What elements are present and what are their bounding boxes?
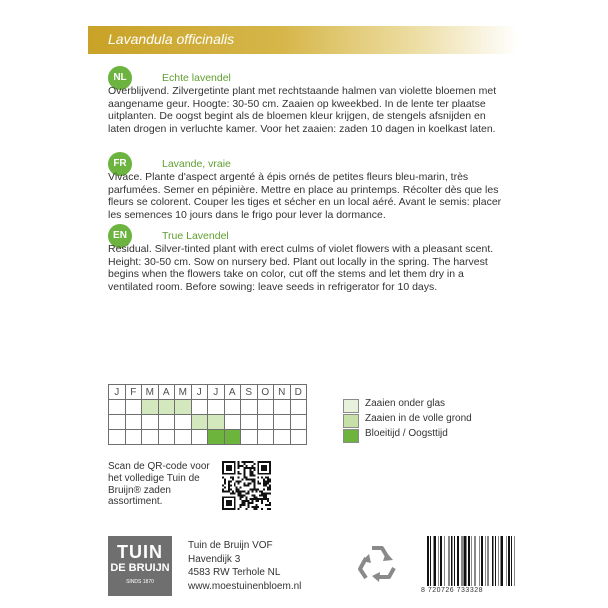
language-badge-nl: NL: [108, 66, 132, 90]
lang-title-fr: Lavande, vraie: [162, 158, 231, 170]
calendar-cell: [125, 430, 142, 445]
lang-title-nl: Echte lavendel: [162, 72, 231, 84]
calendar-row: [109, 415, 307, 430]
month-label: D: [290, 385, 307, 400]
product-title: Lavandula officinalis: [108, 31, 235, 47]
month-label: J: [191, 385, 208, 400]
barcode-number: 8 720726 733328: [421, 587, 483, 594]
month-label: F: [125, 385, 142, 400]
calendar-cell: [191, 400, 208, 415]
calendar-cell: [109, 430, 126, 445]
sowing-calendar: [108, 384, 307, 445]
calendar-cell: [241, 400, 258, 415]
website-link[interactable]: www.moestuinenbloem.nl: [188, 580, 302, 592]
month-label: N: [274, 385, 291, 400]
calendar-cell: [290, 430, 307, 445]
logo-line-3: SINDS 1870: [126, 579, 154, 585]
calendar-cell: [109, 400, 126, 415]
legend-swatch: [343, 414, 359, 428]
qr-caption: Scan de QR-code voor het volledige Tuin de Bruijn® zaden assortiment.: [108, 461, 210, 508]
company-address: [188, 539, 301, 593]
language-badge-en: EN: [108, 224, 132, 248]
calendar-cell: [257, 430, 274, 445]
calendar-cell: [125, 400, 142, 415]
calendar-cell: [125, 415, 142, 430]
calendar-cell: [158, 430, 175, 445]
calendar-cell: [290, 415, 307, 430]
postal-city: 4583 RW Terhole NL: [188, 567, 281, 578]
legend-swatch: [343, 429, 359, 443]
month-label: M: [142, 385, 159, 400]
calendar-cell: [290, 400, 307, 415]
month-label: A: [158, 385, 175, 400]
calendar-cell: [208, 430, 225, 445]
brand-logo: [108, 536, 172, 596]
recycle-icon: [352, 540, 402, 590]
calendar-row: [109, 400, 307, 415]
calendar-cell: [142, 400, 159, 415]
calendar-cell: [191, 430, 208, 445]
calendar-cell: [274, 430, 291, 445]
calendar-cell: [109, 415, 126, 430]
calendar-cell: [142, 415, 159, 430]
qr-code-icon[interactable]: [222, 461, 271, 510]
calendar-cell: [175, 430, 192, 445]
company-name: Tuin de Bruijn VOF: [188, 540, 273, 551]
calendar-cell: [158, 400, 175, 415]
legend-label: Zaaien onder glas: [365, 398, 446, 409]
lang-text-en: Residual. Silver-tinted plant with erect culms of violet flowers with a pleasant scent. Height: 30-50 cm. Sow on nursery bed. Plant out locally in the spring. The harvest begins when the flowers take on color, cut off the stems and let them dry in a ventilated room. Before sowing: leave seeds in refrigerator for 10 days.: [108, 243, 494, 293]
legend-label: Zaaien in de volle grond: [365, 413, 472, 424]
street: Havendijk 3: [188, 553, 241, 565]
lang-text-fr: Vivace. Plante d'aspect argenté à épis ornés de petites fleurs bleu-marin, très parfumées. Semer en pépinière. Mettre en place au printemps. Récolter dès que les fleurs se colorent. Couper les tiges et sécher en un local aéré. Avant le semis: placer les semences 10 jours dans le frigo pour lever la dormance.: [108, 171, 502, 221]
title-banner: [88, 26, 518, 54]
calendar-cell: [224, 415, 241, 430]
calendar-cell: [191, 415, 208, 430]
month-label: M: [175, 385, 192, 400]
month-label: A: [224, 385, 241, 400]
barcode-icon: [425, 536, 515, 586]
calendar-cell: [224, 430, 241, 445]
calendar-cell: [274, 400, 291, 415]
calendar-row: [109, 430, 307, 445]
calendar-cell: [158, 415, 175, 430]
calendar-cell: [175, 400, 192, 415]
calendar-cell: [257, 400, 274, 415]
calendar-cell: [241, 430, 258, 445]
legend-label: Bloeitijd / Oogsttijd: [365, 428, 448, 439]
calendar-header-row: [109, 385, 307, 400]
lang-text-nl: Overblijvend. Zilvergetinte plant met rechtstaande halmen van violette bloemen met aangename geur. Hoogte: 30-50 cm. Zaaien op kweekbed. In de lente ter plaatse uitplanten. De oogst begint als de bloemen kleur krijgen, de stengels afsnijden en laten drogen in verluchte kamer. Voor het zaaien: zaden 10 dagen in koelkast laten.: [108, 85, 497, 135]
calendar-cell: [142, 430, 159, 445]
legend-swatch: [343, 399, 359, 413]
month-label: S: [241, 385, 258, 400]
month-label: O: [257, 385, 274, 400]
month-label: J: [109, 385, 126, 400]
logo-line-2: DE BRUIJN: [110, 562, 170, 574]
calendar-cell: [208, 415, 225, 430]
calendar-cell: [241, 415, 258, 430]
calendar-cell: [257, 415, 274, 430]
logo-line-1: TUIN: [117, 542, 163, 562]
calendar-cell: [224, 400, 241, 415]
calendar-cell: [175, 415, 192, 430]
calendar-cell: [274, 415, 291, 430]
calendar-cell: [208, 400, 225, 415]
lang-title-en: True Lavendel: [162, 230, 229, 242]
month-label: J: [208, 385, 225, 400]
language-badge-fr: FR: [108, 152, 132, 176]
